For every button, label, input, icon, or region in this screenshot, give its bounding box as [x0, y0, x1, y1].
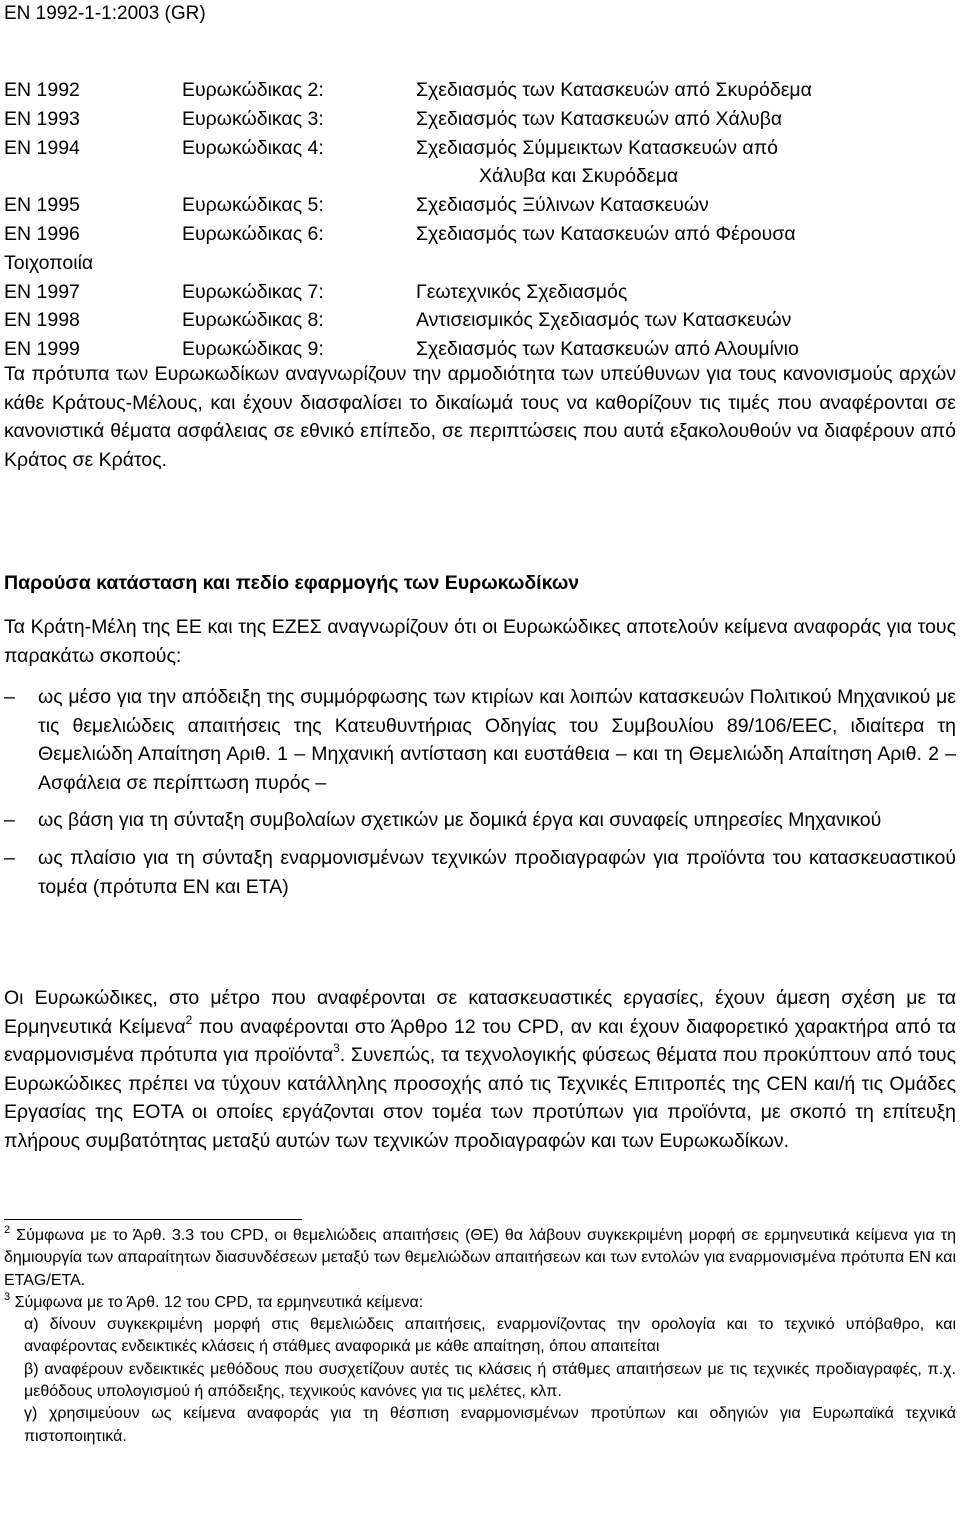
- eurocode-row: [4, 134, 954, 163]
- eurocode-title: Σχεδιασμός των Κατασκευών από Χάλυβα: [416, 107, 783, 130]
- dash-bullet: –: [4, 809, 15, 832]
- footnote-text: Σύμφωνα με το Άρθ. 3.3 του CPD, οι θεμελιώδεις απαιτήσεις (ΘΕ) θα λάβουν συγκεκριμένη μορφή σε ερμηνευτικά κείμενα για τη δημιουργία των απαραίτητων διασυνδέσεων μεταξύ των θεμελιώδων απαιτήσεων και των εντολών για εναρμονισμένα πρότυπα ΕΝ και ETAG/ETA.: [4, 1227, 956, 1289]
- eurocode-row: [4, 105, 954, 134]
- intro-paragraph: Τα πρότυπα των Ευρωκωδίκων αναγνωρίζουν την αρμοδιότητα των υπεύθυνων για τους κανονισμούς αρχών κάθε Κράτους-Μέλους, και έχουν διασφαλίσει το δικαίωμά τους να καθορίζουν τις τιμές που αναφέρονται σε κανονιστικά θέματα ασφάλειας σε εθνικό επίπεδο, σε περιπτώσεις που αυτά εξακολουθούν να διαφέρουν από Κράτος σε Κράτος.: [4, 363, 956, 471]
- footnote-ref-2[interactable]: 2: [185, 1012, 193, 1027]
- footnote-2: [4, 1225, 956, 1292]
- en-number: EN 1999: [4, 338, 80, 361]
- en-number: EN 1998: [4, 309, 80, 332]
- en-number: EN 1994: [4, 136, 80, 159]
- purpose-list: [4, 683, 956, 910]
- eurocode-title: Σχεδιασμός των Κατασκευών από Φέρουσα: [416, 222, 796, 245]
- eurocode-row: [4, 278, 954, 307]
- footnote-item: γ) χρησιμεύουν ως κείμενα αναφοράς για τη θέσπιση εναρμονισμένων προτύπων και οδηγιών για Ευρωπαϊκά τεχνικά πιστοποιητικά.: [24, 1405, 956, 1445]
- eurocode-title: Σχεδιασμός Ξύλινων Κατασκευών: [416, 194, 709, 217]
- closing-paragraph: [4, 984, 956, 1156]
- page-header: EN 1992-1-1:2003 (GR): [4, 3, 206, 24]
- eurocode-row-continuation: [4, 162, 954, 191]
- eurocode-title: Γεωτεχνικός Σχεδιασμός: [416, 280, 628, 303]
- eurocode-label: Ευρωκώδικας 5:: [182, 194, 324, 217]
- footnote-mark: 2: [4, 1224, 11, 1236]
- dash-bullet: –: [4, 846, 15, 869]
- section-heading: Παρούσα κατάσταση και πεδίο εφαρμογής των Ευρωκωδίκων: [4, 572, 580, 594]
- footnote-separator: [4, 1219, 302, 1220]
- eurocode-label: Ευρωκώδικας 2:: [182, 79, 324, 101]
- closing-text-part3: . Συνεπώς, τα τεχνολογικής φύσεως θέματα που προκύπτουν από τους Ευρωκώδικες πρέπει να τύχουν κατάλληλης προσοχής από τις Τεχνικές Επιτροπές της CEN και/ή τις Ομάδες Εργασίας της ΕΟΤΑ οι οποίες εργάζονται στον τομέα των προτύπων για προϊόντα, με σκοπό τη επίτευξη πλήρους συμβατότητας μεταξύ αυτών των τεχνικών προδιαγραφών και των Ευρωκωδίκων.: [4, 1044, 956, 1152]
- section-lead-paragraph: Τα Κράτη-Μέλη της ΕΕ και της ΕΖΕΣ αναγνωρίζουν ότι οι Ευρωκώδικες αποτελούν κείμενα αναφοράς για τους παρακάτω σκοπούς:: [4, 616, 956, 667]
- list-item: [4, 806, 956, 835]
- footnote-text: Σύμφωνα με το Άρθ. 12 του CPD, τα ερμηνευτικά κείμενα:: [10, 1293, 424, 1311]
- footnote-item: β) αναφέρουν ενδεικτικές μεθόδους που συσχετίζουν αυτές τις κλάσεις ή στάθμες απαιτήσεων με τις τεχνικές προδιαγραφές, π.χ. μεθόδους υπολογισμού ή απόδειξης, τεχνικούς κανόνες για τις μελέτες, κλπ.: [24, 1360, 956, 1401]
- closing-text-part1: Οι Ευρωκώδικες, στο μέτρο που αναφέρονται σε κατασκευαστικές εργασίες, έχουν άμεση σχέση με τα Ερμηνευτικά Κείμενα: [4, 987, 956, 1038]
- en-number: EN 1995: [4, 194, 80, 217]
- eurocode-list: [4, 76, 954, 364]
- list-item-text: ως βάση για τη σύνταξη συμβολαίων σχετικών με δομικά έργα και συναφείς υπηρεσίες Μηχανικού: [38, 809, 882, 832]
- eurocode-row: [4, 220, 954, 249]
- eurocode-title: Σχεδιασμός των Κατασκευών από Σκυρόδεμα: [416, 79, 812, 101]
- list-item-text: ως μέσο για την απόδειξη της συμμόρφωσης των κτιρίων και λοιπών κατασκευών Πολιτικού Μηχανικού με τις θεμελιώδεις απαιτήσεις της Κατευθυντήριας Οδηγίας του Συμβουλίου 89/106/EEC, ιδιαίτερα τη Θεμελιώδη Απαίτηση Αριθ. 1 – Μηχανική αντίσταση και ευστάθεια – και τη Θεμελιώδη Απαίτηση Αριθ. 2 – Ασφάλεια σε περίπτωση πυρός –: [38, 686, 956, 794]
- eurocode-label: Ευρωκώδικας 7:: [182, 280, 324, 303]
- dash-bullet: –: [4, 686, 15, 708]
- list-item: [4, 683, 956, 797]
- footnote-ref-3[interactable]: 3: [333, 1041, 340, 1056]
- eurocode-label: Ευρωκώδικας 9:: [182, 338, 324, 361]
- eurocode-row-wrap: [4, 249, 954, 278]
- list-item: [4, 844, 956, 901]
- eurocode-label: Ευρωκώδικας 3:: [182, 107, 324, 130]
- eurocode-label: Ευρωκώδικας 6:: [182, 222, 324, 245]
- eurocode-row: [4, 191, 954, 220]
- eurocode-title-wrapped: Τοιχοποιία: [4, 251, 94, 274]
- list-item-text: ως πλαίσιο για τη σύνταξη εναρμονισμένων τεχνικών προδιαγραφών για προϊόντα του κατασκευαστικού τομέα (πρότυπα ΕΝ και ΕΤΑ): [38, 846, 956, 898]
- en-number: EN 1996: [4, 222, 80, 245]
- footnote-mark: 3: [4, 1290, 11, 1303]
- eurocode-label: Ευρωκώδικας 8:: [182, 309, 324, 332]
- eurocode-row: [4, 76, 954, 105]
- eurocode-title: Αντισεισμικός Σχεδιασμός των Κατασκευών: [416, 309, 792, 332]
- eurocode-label: Ευρωκώδικας 4:: [182, 136, 324, 159]
- footnotes: [4, 1225, 956, 1448]
- eurocode-row: [4, 306, 954, 335]
- en-number: EN 1997: [4, 280, 80, 303]
- eurocode-title: Σχεδιασμός των Κατασκευών από Αλουμίνιο: [416, 338, 799, 361]
- en-number: EN 1992: [4, 79, 80, 101]
- eurocode-title-continued: Χάλυβα και Σκυρόδεμα: [479, 165, 679, 188]
- closing-text-part2: που αναφέρονται στο Άρθρο 12 του CPD, αν και έχουν διαφορετικό χαρακτήρα από τα εναρμονισμένα πρότυπα για προϊόντα: [4, 1015, 956, 1067]
- footnote-3: [4, 1292, 956, 1314]
- footnote-item: α) δίνουν συγκεκριμένη μορφή στις θεμελιώδεις απαιτήσεις, εναρμονίζοντας την ορολογία και το τεχνικό υπόβαθρο, και αναφέροντας ενδεικτικές κλάσεις ή στάθμες αναφορικά με κάθε απαίτηση, όπου απαιτείται: [24, 1316, 956, 1356]
- en-number: EN 1993: [4, 107, 80, 130]
- eurocode-title: Σχεδιασμός Σύμμεικτων Κατασκευών από: [416, 136, 779, 159]
